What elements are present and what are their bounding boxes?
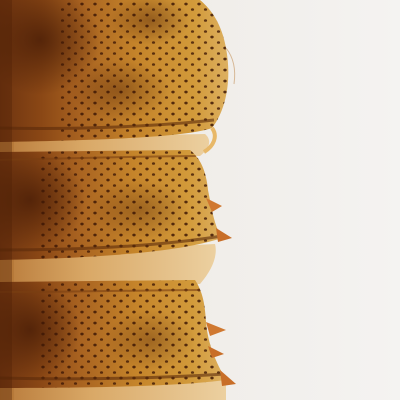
body-segment-1 [0, 0, 240, 152]
ventral-shadow [0, 0, 12, 400]
body-segment-2 [0, 150, 232, 260]
